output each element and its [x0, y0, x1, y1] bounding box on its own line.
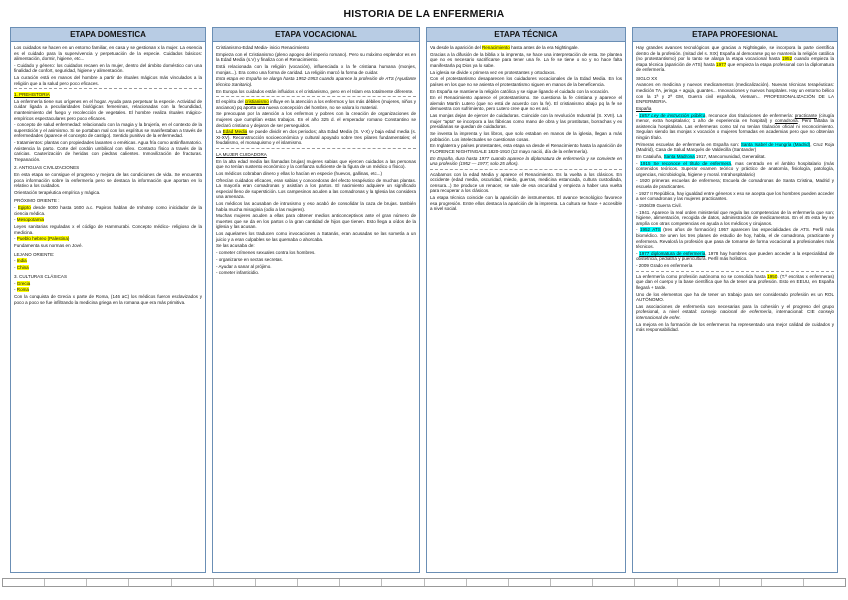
- text-run: El espíritu del: [216, 99, 245, 105]
- paragraph: Fundamenta sus normas en Jové.: [14, 243, 83, 249]
- footer-cell: [87, 579, 129, 586]
- section-heading-text: LEJANO ORIENTE:: [14, 251, 55, 257]
- paragraph: Empieza con el Cristianismo (pleno apogeo del imperio romano). Pero su máximo esplendor es en la Edad Media (s.V) y finaliza con el Renacimiento.: [216, 51, 416, 63]
- text-run: Va desde la aparición del: [430, 45, 482, 50]
- paragraph: - cometer crímenes sexuales contra los hombres.: [216, 250, 316, 256]
- section-heading: [14, 198, 202, 204]
- highlighted-term: Roma: [16, 287, 29, 293]
- column-body: [213, 42, 419, 276]
- footer-cell: [551, 579, 593, 586]
- paragraph: La etapa técnica coincide con la aparición de instrumentos. El avance tecnológico favorece esa progresión. Entre ellos destaca la aparición de la imprenta. La cultura se hace + accesible a nivel social.: [430, 195, 622, 212]
- footer-cell: [45, 579, 87, 586]
- paragraph: En el Renacimiento aparece el protestantismo. Se cuestiona la fe cristiana y aparece el alemán Martín Lutero (que no está de acuerdo con la fe). El cristianismo abajo pq la fe se demuestra con sufrimiento, pero Lutero cree que no es así.: [430, 95, 622, 112]
- paragraph: Se las acusaba de:: [216, 243, 255, 249]
- highlighted-term: consejo internacional de enfer.: [636, 309, 834, 320]
- highlighted-term: 1915 Se reconoce el título de enfermera: [640, 160, 731, 166]
- footer-cell: [467, 579, 509, 586]
- paragraph: [636, 45, 834, 73]
- text-run: cuando empieza la etapa técnica (aparición de ATS) hasta: [636, 56, 834, 67]
- section-divider: [14, 88, 202, 89]
- paragraph: Muchas mujeres acuden a ellas para obtener medios anticonceptivos ante el gran número de muertes que se da en los partos o la gran cantidad de hijos que tienen. Esto llega a oídos de la iglesia y las acusan.: [216, 213, 416, 230]
- column-body: [427, 42, 625, 212]
- text-run: (cirugía menor, extra hospitalario; 1 año de experiencia en hospital) y: [636, 112, 834, 124]
- highlighted-term: 1977 diplomatura de enfermería: [639, 250, 706, 256]
- section-heading: [14, 252, 202, 258]
- section-heading: [636, 76, 834, 82]
- paragraph: Las monjas dejan de ejercer de cuidadoras. Coincide con la revolución Industrial (S. XVII). La mujer "apta" se incorpora a las fábricas como mano de obra y las prostitutas, borrachas y ex presidiarias se quedan de cuidadoras.: [430, 113, 622, 130]
- section-heading-text: 1. PREHISTORIA: [14, 92, 50, 98]
- paragraph: - tratamientos: plantas con propiedades laxantes o eméticas. Agua fría como antiinflamatorio. Asistencia la parto. Corte del cordón umbilical con sílex. Contacto físico a través de la caricias. Cauterización de heridas con piedras calientes. Inmovilización de fracturas. Trepanación.: [14, 140, 202, 162]
- text-run: (tres años de formación) 1957 aparecen las especialidades de ATS. Perfil más biomédico. Se unen los tres planes de estudio de hoy, habla, el de comadrona, practicante y enfermera. Revalorá la profesión que pasa de tomarse de forma vocacional a profesionales más técnicos.: [636, 227, 834, 250]
- paragraph: [216, 129, 416, 146]
- paragraph: [636, 142, 834, 153]
- text-run: que empieza la etapa profesional con la diplomatura de enfermería.: [636, 61, 835, 73]
- highlighted-term: Renacimiento: [482, 45, 510, 50]
- column-etapa-vocacional: [212, 27, 420, 573]
- paragraph: Ofrecían cuidados eficaces, eran sabias y conocedoras del efecto terapéutico de muchas plantas. La mayoría eran comadronas y asistían a los partos. El nacimiento adquiere un significado especial lleno de superstición. Los campesinos acuden a las comadronas y la Iglesia las considera una amenaza.: [216, 177, 416, 200]
- footer-cell: [804, 579, 845, 586]
- text-run: , mas centrado en el ámbito hospitalario (más contenidos teóricos. Superar examen teórico y práctico de anatomía, fisiología, patología, urgencias, microbiología, higiene y moral. Intrahospitalario): [636, 160, 835, 177]
- paragraph: Cristianismo-Edad Media- inicio Renacimiento: [216, 45, 309, 50]
- section-heading-text: 3. CULTURAS CLÁSICAS: [14, 273, 67, 279]
- highlighted-term: Santa Isabel de Hungría (Madrid): [740, 141, 811, 147]
- highlighted-term: Santa Madrona: [663, 153, 695, 159]
- section-divider: [636, 271, 834, 272]
- text-run: influye en la atención a los enfermos y los más débiles (mujeres, niños y ancianos) pq aporta una nueva concepción del hombre, no se valora lo material.: [216, 99, 416, 110]
- paragraph: [14, 205, 202, 216]
- text-run: Hay grandes avances tecnológicos que gracias a Nightingale, se incorpora la parte científica dentro de la profesión. (mitad del s. XIX) España al demorarse pq se mantenía la religión católica (no protestantismo) por lo tanto se alarga la etapa vocacional hasta: [636, 45, 834, 62]
- footer-rule-row: [2, 578, 846, 587]
- paragraph: Está relacionada con la religión (vocación), influenciada x la fe cristiana humana (monjes, monjas...). Era como una forma de caridad. La religión marcó la forma de cuidar.: [216, 64, 416, 75]
- paragraph: La curación está en manos del hombre a partir de rituales mágicos más vinculados a la religión que a la salud pero poco eficaces.: [14, 75, 202, 86]
- paragraph: Los aquelarres los traducen como invocaciones a Satanás, eran acusadas se las sometía a un juicio y a eran culpables se las quemaba o ahorcaba.: [216, 231, 416, 242]
- column-body: [633, 42, 837, 333]
- column-header: ETAPA TÉCNICA: [427, 28, 625, 42]
- section-divider: [430, 169, 622, 170]
- highlighted-term: Egipto: [17, 205, 31, 211]
- paragraph: La enfermería tiene sus orígenes en el hogar. Ayuda para perpetuar la especie. Actividad de cuidar ligada a peculiaridades biológicas femeninas, relacionadas con la fecundidad, mantenimiento del fuego y recolección de vegetales. El hombre realiza rituales mágico-empíricos espectaculares pero poco eficaces.: [14, 98, 202, 121]
- paragraph: - concepto de salud enfermedad: relacionado con la magia y la brujería, en el contexto de la superstición y el animismo. Si se portaban mal con los espíritus se manifestaban a través de enfermedades (aparece el concepto de castigo). Sentido punitivo de la enfermedad.: [14, 122, 202, 139]
- footer-cell: [172, 579, 214, 586]
- paragraph: En España se mantiene la religión católica y se sigue ligando el cuidado con la vocación.: [430, 88, 610, 94]
- paragraph: Los médicos las acusaban de intrusismo y eso acabó de consolidar la caza de brujas. también había mucha misoginia (odio a las mujeres).: [216, 201, 416, 212]
- highlighted-term: cristianismo: [244, 99, 269, 105]
- text-run: -: [636, 112, 640, 118]
- section-divider: [216, 96, 416, 97]
- column-etapa-domestica: [10, 27, 206, 573]
- footer-cell: [635, 579, 677, 586]
- section-heading: [14, 92, 202, 98]
- paragraph: [636, 161, 834, 178]
- section-divider: [216, 148, 416, 149]
- paragraph: [636, 227, 834, 249]
- paragraph: - 1941. Aparece la real orden ministerial que regula las competencias de la enfermería que son; higiene, alimentación, recogida de datos, administración de medicamentos. En el 45 esta ley se amplía con otras competencias en ayuda a los médicos y cirujanos.: [636, 209, 834, 226]
- text-run: hasta antes de la era Nightingale.: [509, 45, 579, 50]
- paragraph: En Europa los cuidados están influidos x el cristianismo, pero en el Islam era totalmente diferente.: [216, 88, 414, 94]
- paragraph: [636, 304, 834, 321]
- footer-cell: [593, 579, 635, 586]
- text-run: 1917, Mancomunidad, Generalitat.: [694, 153, 766, 159]
- text-run: Las asociaciones de enfermería son necesarias para la cohesión y el progreso del grupo profesional, a nivel estatal:: [636, 303, 834, 315]
- highlighted-term: 1977: [716, 61, 727, 67]
- section-heading: [216, 152, 416, 158]
- footer-cell: [340, 579, 382, 586]
- text-run: . Pero faltaba la asistencia hospitalaria. Las enfermeras como tal no tenían titulación oficial ni reconocimiento. Seguían siendo las monjas x vocación o mujeres formadas en academias pero que no obtenían ningún título.: [636, 118, 834, 140]
- text-run: La: [216, 129, 223, 135]
- section-heading: [14, 274, 202, 280]
- paragraph: [216, 99, 416, 110]
- highlighted-term: 1950: [767, 273, 778, 279]
- paragraph: La iglesia se divide x primera vez en protestantes y ortodoxos.: [430, 69, 556, 75]
- highlighted-term: practicante: [794, 112, 817, 118]
- section-heading-text: LA MUJER CUIDADORA: [216, 151, 267, 157]
- text-run: La enfermería como profesión autónoma no se consolida hasta: [636, 273, 768, 279]
- paragraph: Los médicos cobraban dinero y ellas lo hacían en especie (huevos, gallinas, etc...): [216, 170, 383, 176]
- footer-cell: [129, 579, 171, 586]
- text-run: Primeras escuelas de enfermería en España son:: [636, 141, 741, 147]
- paragraph: España: [636, 105, 652, 111]
- paragraph: Leyes sanitarias reguladas x el código de Hammurabi. Concepto médico- religioso de la medicina.: [14, 224, 202, 235]
- paragraph: Se inventa la imprenta y los libros, que solo estaban en manos de la iglesia, llegan a más población. Los intelectuales se cuestionan cosas.: [430, 130, 622, 142]
- footer-cell: [256, 579, 298, 586]
- paragraph: En España, dura hasta 1977 cuando aparece la diplomatura de enfermería y se convierte en una profesión (1952 — 1977; solo 25 años).: [430, 155, 622, 167]
- paragraph: [636, 274, 834, 291]
- column-header: ETAPA DOMESTICA: [11, 28, 205, 42]
- text-run: -: [636, 250, 640, 256]
- highlighted-term: Pueblo hebreo (Palestina): [16, 236, 70, 242]
- text-run: -: [14, 217, 17, 223]
- text-run: -: [636, 160, 641, 166]
- footer-cell: [678, 579, 720, 586]
- text-run: -: [14, 287, 17, 293]
- footer-cell: [3, 579, 45, 586]
- paragraph: [14, 281, 202, 287]
- paragraph: - Cuidado y género: los cuidados recaen en la mujer, dentro del ámbito doméstico con una finalidad de confort, seguridad, higiene y alimentación.: [14, 62, 202, 74]
- section-heading-text: SIGLO XX: [636, 75, 658, 81]
- paragraph: [14, 265, 202, 271]
- highlighted-term: 1857 Ley de instrucción pública: [639, 112, 706, 118]
- text-run: -: [636, 227, 640, 233]
- highlighted-term: consejo nacional de enfermería: [700, 309, 772, 315]
- section-heading-text: PRÓXIMO ORIENTE :: [14, 198, 60, 204]
- highlighted-term: Mesopotamia: [16, 217, 45, 223]
- text-run: , internacional: CIE: [771, 309, 819, 315]
- column-etapa-profesional: [632, 27, 838, 573]
- paragraph: En esta etapa se consigue el progreso y mejora de las condiciones de vida. Se encuentra poca información sobre la enfermería pero se destaca la información que aportan en lo relativo a los cuidados.: [14, 172, 202, 189]
- text-run: -: [14, 205, 18, 211]
- paragraph: Se preocupan por la atención a los enfermos y pobres con la creación de organizaciones de mujeres que cumplían estas trabajos. En el año 325 d. el emperador romano Constantino se declaró cristiano y dejaron de ser perseguidos.: [216, 111, 416, 128]
- paragraph: Gracias a la difusión de la biblia x la imprenta, se hace una interpretación de esta. Se plantea que no es necesario sacrificarse para tener una fe. La fe se tiene o no y no hace falta manifestarla pq Dios ya lo sabe.: [430, 51, 622, 68]
- footer-cell: [425, 579, 467, 586]
- paragraph: [14, 258, 202, 264]
- text-run: , reconoce dos titulaciones de enfermería:: [705, 112, 795, 118]
- column-header: ETAPA PROFESIONAL: [633, 28, 837, 42]
- paragraph: Acabamos con la edad Media y aparece el Renacimiento. Es la vuelta a los clásicos. En occidente (edad media, oscuridad, miedo, guerras, medicina estancada, cultura custodiada, censura...) Se produce un renacer, se sale de esa oscuridad y empieza a haber una vuelta para recuperar a los clásicos.: [430, 171, 622, 194]
- highlighted-term: 1952 ATS: [639, 227, 661, 233]
- paragraph: [636, 251, 834, 262]
- paragraph: [636, 154, 834, 160]
- paragraph: Avances en medicina y nuevos medicamentos (medicalización). Nuevas técnicas terapéuticas: medición TA, jeringa + aguja, guantes... Innovaciones y nuevos hospitales. Hay un entorno bélico con la 1ª y 2ª GM, Guerra civil española, Vietnam... PROFESIONALIZACIÓN DE LA ENFERMERIA.: [636, 82, 834, 105]
- paragraph: En Inglaterra y países protestantes, esta etapa va desde el Renacimiento hasta la aparición de FLORENCE NIGHTINGALE 1820-1910 (12 mayo nació, día de la enfermería).: [430, 143, 622, 154]
- paragraph: [14, 236, 202, 242]
- paragraph: Uno de los elementos que ha de tener un trabajo para ser considerado profesión es un ROL AUTÓNOMO.: [636, 291, 834, 303]
- column-etapa-tecnica: [426, 27, 626, 573]
- footer-cell: [720, 579, 762, 586]
- text-run: -: [14, 265, 17, 271]
- text-run: . (T.ª escritas x enfermeras) que dan el cuerpo y la base científica que ha de tener una profesión. Esto en EEUU, en España llegará + tarde.: [636, 273, 835, 290]
- text-run: desde 5000 hasta 1600 a.c. Papiros hablan de Imhotep como inicidador de la ciencia médica.: [14, 205, 202, 216]
- paragraph: Orientación terapéutica empírica y mágica.: [14, 189, 101, 195]
- paragraph: [14, 287, 202, 293]
- text-run: , 1978 hay hombres que pueden acceder a la especialidad de obstetricia, pediatría y puericultura. Perfil más holístico.: [636, 250, 834, 262]
- highlighted-term: Grecia: [16, 280, 31, 286]
- footer-cell: [298, 579, 340, 586]
- paragraph: [636, 113, 834, 141]
- paragraph: [14, 217, 202, 223]
- text-run: En Cataluña,: [636, 153, 664, 159]
- highlighted-term: comadrona: [774, 118, 798, 124]
- page-title: HISTORIA DE LA ENFERMERIA: [343, 8, 505, 20]
- text-run: -: [14, 236, 17, 242]
- text-run: -: [14, 258, 17, 264]
- footer-cell: [762, 579, 804, 586]
- paragraph: - cometer infanticidio.: [216, 270, 260, 276]
- highlighted-term: India: [16, 258, 27, 264]
- section-heading: [14, 165, 202, 171]
- paragraph: Los cuidados se hacen en un entorno familiar, en casa y se gestionan x la mujer. La esencia es el cuidado para la supervivencia y perpetuación de la especie. Cuidados básicos: alimentación, dormir, higiene, etc...: [14, 45, 202, 62]
- column-body: [11, 42, 205, 305]
- paragraph: La mejora en la formación de los enfermeros ha representado una mejor calidad de cuidados y más responsabilidad.: [636, 321, 834, 333]
- highlighted-term: 1952: [781, 56, 793, 62]
- paragraph: - organizarse en sectas secretas.: [216, 256, 283, 262]
- footer-cell: [214, 579, 256, 586]
- paragraph: - 1927 II República, hay igualdad entre géneros x eso se acepta que los hombres pueden acceder a ser comadronas y las mujeres practicantes.: [636, 190, 834, 202]
- paragraph: [430, 45, 622, 51]
- paragraph: - 2009 Grado en enfermería: [636, 263, 693, 269]
- paragraph: - Ayudar a sanar al prójimo.: [216, 263, 272, 269]
- text-run: -: [14, 280, 17, 286]
- paragraph: Esta etapa en España se alarga hasta 1952-1953 cuando aparece la profesión de ATS (Ayudante técnico Sanitario).: [216, 76, 416, 87]
- highlighted-term: China: [16, 265, 29, 271]
- column-header: ETAPA VOCACIONAL: [213, 28, 419, 42]
- paragraph: - 1936/39 Guerra Civil.: [636, 202, 682, 208]
- text-run: , Cruz Roja (Madrid), Casa de Salud Marqués de Valdecilla (Santander): [636, 141, 834, 153]
- paragraph: Con la conquista de Grecia x parte de Roma, (146 aC) los médicos fueron esclavizados y poco a poco se fue infiltrando la medicina griega en la romana que era más primitiva.: [14, 293, 202, 305]
- section-heading-text: 2. ANTIGUAS CIVILIZACIONES: [14, 165, 80, 171]
- paragraph: Con el protestantismo desaparecen los cuidadores vocacionales de la Edad Media. En los países en los que no se asienta el protestantismo siguen en manos de la beneficencia.: [430, 76, 622, 87]
- paragraph: En la alta edad media las llamadas brujas| mujeres sabias que ejercen cuidados a las personas que no tenían sustento económico y la confianza suficiente de la figura de un médico o físico).: [216, 158, 416, 170]
- highlighted-term: Edad Media: [222, 129, 248, 135]
- footer-cell: [509, 579, 551, 586]
- text-run: se puede dividir en dos periodos; alta Edad Media (S. V-X) y baja edad media (s. XI-XV). Reconstrucción socioeconómica y cultural apoyado sobre tres pilares fundamentales; el feudalismo, el monaquismo y el islamismo.: [216, 129, 416, 146]
- paragraph: - 1920 primeras escuelas de enfermera; Escuela de comadronas de Santa Cristina, Madrid y escuela de practicantes.: [636, 178, 834, 189]
- footer-cell: [382, 579, 424, 586]
